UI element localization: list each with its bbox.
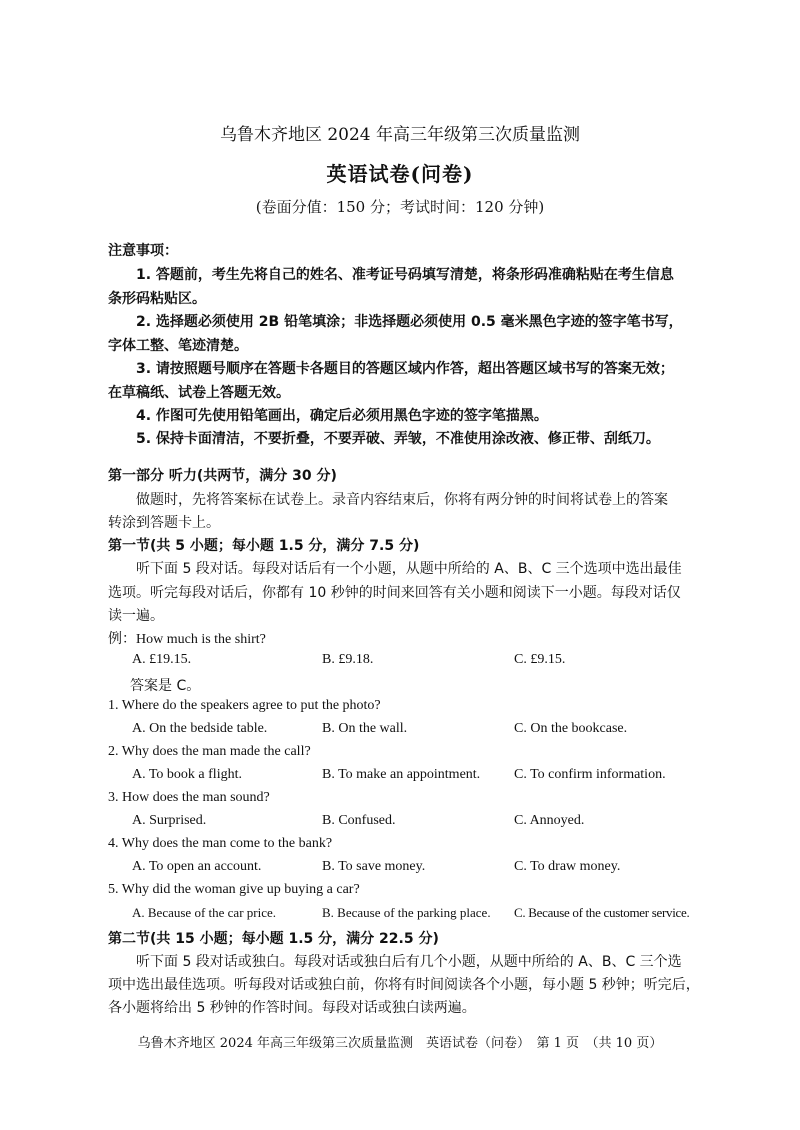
section2-intro-line: 项中选出最佳选项。听每段对话或独白前，你将有时间阅读各个小题，每小题 5 秒钟；听完后， <box>108 977 700 993</box>
notice-line: 1. 答题前，考生先将自己的姓名、准考证号码填写清楚，将条形码准确粘贴在考生信息 <box>136 267 674 283</box>
section1-intro-line: 选项。听完每段对话后，你都有 10 秒钟的时间来回答有关小题和阅读下一小题。每段对话仅 <box>108 585 681 601</box>
question-5-option-b: B. Because of the parking place. <box>322 905 491 920</box>
section1-heading: 第一节(共 5 小题；每小题 1.5 分，满分 7.5 分) <box>108 538 420 554</box>
example-option-c: C. £9.15. <box>514 652 566 667</box>
question-2-option-c: C. To confirm information. <box>514 767 666 782</box>
example-question: 例：How much is the shirt? <box>108 632 266 647</box>
question-3-option-b: B. Confused. <box>322 813 396 828</box>
question-3: 3. How does the man sound? <box>108 790 270 805</box>
section2-heading: 第二节(共 15 小题；每小题 1.5 分，满分 22.5 分) <box>108 931 439 947</box>
notice-line: 3. 请按照题号顺序在答题卡各题目的答题区域内作答，超出答题区域书写的答案无效； <box>136 361 674 377</box>
section2-intro-line: 听下面 5 段对话或独白。每段对话或独白后有几个小题，从题中所给的 A、B、C 三个选 <box>136 954 682 970</box>
question-2: 2. Why does the man made the call? <box>108 744 311 759</box>
question-1: 1. Where do the speakers agree to put the photo? <box>108 698 381 713</box>
question-2-option-b: B. To make an appointment. <box>322 767 481 782</box>
notice-line: 字体工整、笔迹清楚。 <box>108 338 248 354</box>
exam-title: 乌鲁木齐地区 2024 年高三年级第三次质量监测 <box>219 125 581 145</box>
notice-line: 条形码粘贴区。 <box>108 291 206 307</box>
question-5-option-a: A. Because of the car price. <box>132 905 277 920</box>
notice-heading: 注意事项： <box>108 243 178 259</box>
section1-intro-line: 听下面 5 段对话。每段对话后有一个小题，从题中所给的 A、B、C 三个选项中选出最佳 <box>136 561 682 577</box>
question-5: 5. Why did the woman give up buying a car? <box>108 882 360 897</box>
question-4: 4. Why does the man come to the bank? <box>108 836 333 851</box>
notice-line: 在草稿纸、试卷上答题无效。 <box>108 385 290 401</box>
question-1-option-b: B. On the wall. <box>322 721 408 736</box>
section2-intro-line: 各小题将给出 5 秒钟的作答时间。每段对话或独白读两遍。 <box>108 1000 476 1016</box>
question-1-option-c: C. On the bookcase. <box>514 721 628 736</box>
example-option-b: B. £9.18. <box>322 652 374 667</box>
question-4-option-c: C. To draw money. <box>514 859 621 874</box>
notice-line: 4. 作图可先使用铅笔画出，确定后必须用黑色字迹的签字笔描黑。 <box>136 408 548 424</box>
notice-line: 5. 保持卡面清洁，不要折叠，不要弄破、弄皱，不准使用涂改液、修正带、刮纸刀。 <box>136 431 660 447</box>
page-footer: 乌鲁木齐地区 2024 年高三年级第三次质量监测 英语试卷（问卷） 第 1 页 （共 10 页） <box>137 1036 663 1051</box>
question-4-option-a: A. To open an account. <box>132 859 262 874</box>
part1-intro-line: 做题时，先将答案标在试卷上。录音内容结束后，你将有两分钟的时间将试卷上的答案 <box>136 492 668 508</box>
example-answer: 答案是 C。 <box>130 678 201 694</box>
question-3-option-c: C. Annoyed. <box>514 813 585 828</box>
question-5-option-c: C. Because of the customer service. <box>514 905 690 920</box>
notice-line: 2. 选择题必须使用 2B 铅笔填涂；非选择题必须使用 0.5 毫米黑色字迹的签字笔书写， <box>136 314 683 330</box>
exam-info: (卷面分值：150 分；考试时间：120 分钟) <box>255 198 545 216</box>
question-2-option-a: A. To book a flight. <box>132 767 242 782</box>
part1-heading: 第一部分 听力(共两节，满分 30 分) <box>108 468 337 484</box>
part1-intro-line: 转涂到答题卡上。 <box>108 515 220 531</box>
question-1-option-a: A. On the bedside table. <box>132 721 268 736</box>
section1-intro-line: 读一遍。 <box>108 608 164 624</box>
question-4-option-b: B. To save money. <box>322 859 426 874</box>
question-3-option-a: A. Surprised. <box>132 813 207 828</box>
example-option-a: A. £19.15. <box>132 652 192 667</box>
exam-subtitle: 英语试卷(问卷) <box>326 162 474 186</box>
